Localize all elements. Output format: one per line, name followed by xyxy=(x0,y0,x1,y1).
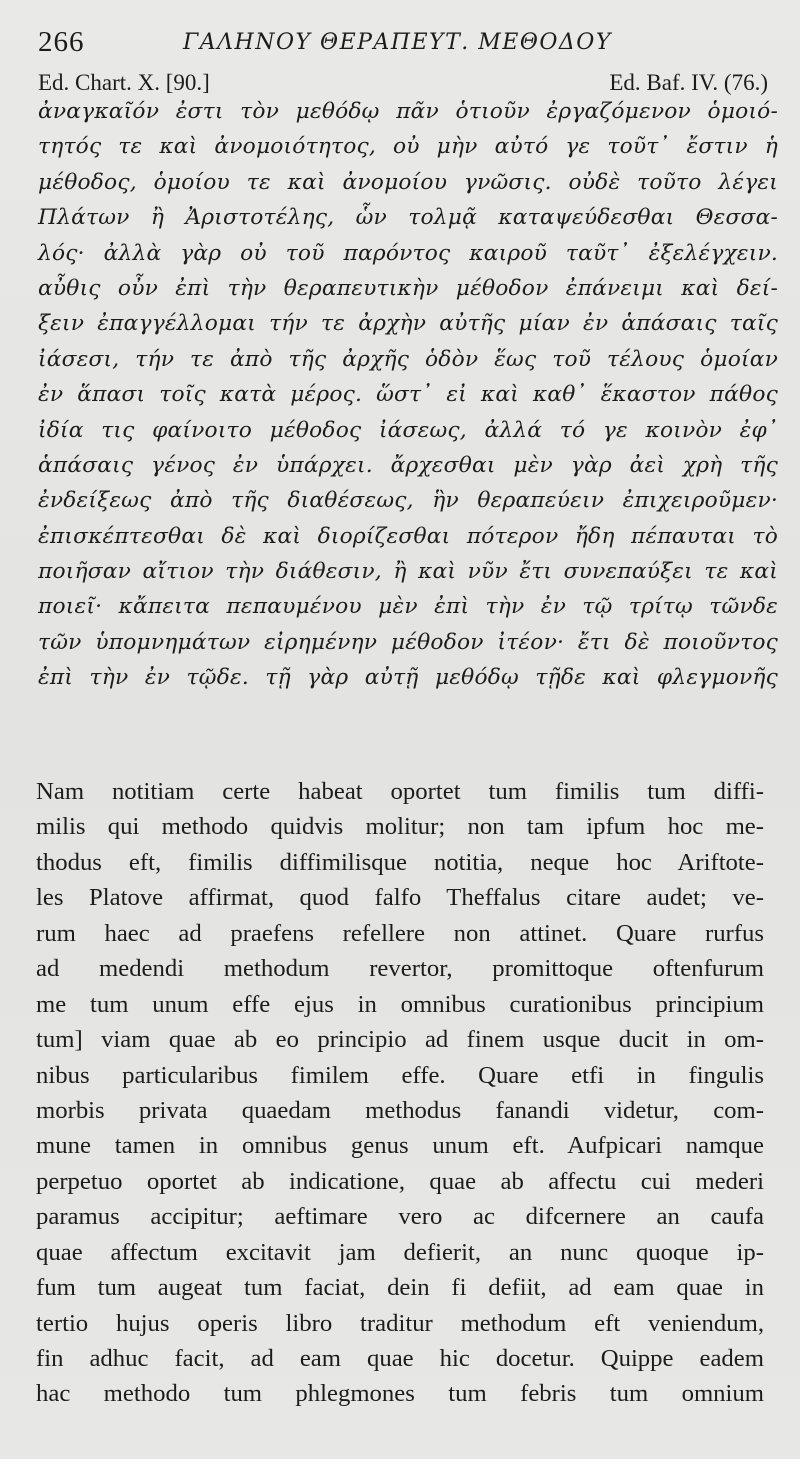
latin-line: rum haec ad praefens refellere non attinet. Quare rurfus xyxy=(36,919,764,947)
greek-text xyxy=(38,94,778,696)
running-title: ΓΑΛΗΝΟΥ ΘΕΡΑΠΕΥΤ. ΜΕΘΟΔΟΥ xyxy=(183,30,612,55)
latin-line: perpetuo oportet ab indicatione, quae ab affectu cui mederi xyxy=(36,1167,764,1195)
greek-line: ἐπισκέπτεσθαι δὲ καὶ διορίζεσθαι πότερον ἤδη πέπαυται τὸ xyxy=(38,523,778,549)
latin-line: me tum unum effe ejus in omnibus curationibus principium xyxy=(36,990,764,1018)
latin-line: mune tamen in omnibus genus unum eft. Aufpicari namque xyxy=(36,1132,764,1160)
edition-chartier: Ed. Chart. X. [90.] xyxy=(38,70,210,95)
latin-line: quae affectum excitavit jam defierit, an nunc quoque ip- xyxy=(36,1238,764,1266)
greek-line: αὖθις οὖν ἐπὶ τὴν θεραπευτικὴν μέθοδον ἐπάνειμι καὶ δεί- xyxy=(38,275,778,301)
latin-line: Nam notitiam certe habeat oportet tum fimilis tum diffi- xyxy=(36,778,764,805)
latin-line: les Platove affirmat, quod falfo Theffalus citare audet; ve- xyxy=(36,884,764,912)
greek-line: ἰδία τις φαίνοιτο μέθοδος ἰάσεως, ἀλλά τό γε κοινὸν ἐφ᾽ xyxy=(38,417,778,443)
greek-line: ἐνδείξεως ἀπὸ τῆς διαθέσεως, ἣν θεραπεύειν ἐπιχειροῦμεν· xyxy=(38,488,778,514)
latin-translation xyxy=(36,774,764,1412)
latin-line: hac methodo tum phlegmones tum febris tum omnium xyxy=(36,1380,764,1408)
running-head xyxy=(38,26,768,66)
greek-line: ξειν ἐπαγγέλλομαι τήν τε ἀρχὴν αὐτῆς μίαν ἐν ἁπάσαις ταῖς xyxy=(38,311,778,337)
latin-line: paramus accipitur; aeftimare vero ac difcernere an caufa xyxy=(36,1203,764,1231)
latin-line: tum] viam quae ab eo principio ad finem usque ducit in om- xyxy=(36,1026,764,1054)
latin-line: tertio hujus operis libro traditur methodum eft veniendum, xyxy=(36,1309,764,1337)
latin-line: ad medendi methodum revertor, promittoque oftenfurum xyxy=(36,955,764,983)
greek-line: ποιῆσαν αἴτιον τὴν διάθεσιν, ἢ καὶ νῦν ἔτι συνεπαύξει τε καὶ xyxy=(38,559,778,585)
latin-line: thodus eft, fimilis diffimilisque notitia, neque hoc Ariftote- xyxy=(36,848,764,876)
latin-line: nibus particularibus fimilem effe. Quare etfi in fingulis xyxy=(36,1061,764,1089)
greek-line: τῶν ὑπομνημάτων εἰρημένην μέθοδον ἰτέον· ἔτι δὲ ποιοῦντος xyxy=(38,629,778,655)
greek-line: μέθοδος, ὁμοίου τε καὶ ἀνομοίου γνῶσις. οὐδὲ τοῦτο λέγει xyxy=(38,169,778,195)
latin-line: morbis privata quaedam methodus fanandi videtur, com- xyxy=(36,1096,764,1124)
latin-line: fum tum augeat tum faciat, dein fi defiit, ad eam quae in xyxy=(36,1274,764,1302)
edition-basel: Ed. Baf. IV. (76.) xyxy=(609,70,768,95)
greek-line: λός· ἀλλὰ γὰρ οὐ τοῦ παρόντος καιροῦ ταῦτ᾽ ἐξελέγχειν. xyxy=(38,240,778,266)
greek-line: τητός τε καὶ ἀνομοιότητος, οὐ μὴν αὐτό γε τοῦτ᾽ ἔστιν ἡ xyxy=(38,134,778,160)
greek-line: ἐπὶ τὴν ἐν τῷδε. τῇ γὰρ αὐτῇ μεθόδῳ τῇδε καὶ φλεγμονῆς xyxy=(38,665,778,691)
latin-line: fin adhuc facit, ad eam quae hic docetur. Quippe eadem xyxy=(36,1345,764,1372)
greek-line: ἁπάσαις γένος ἐν ὑπάρχει. ἄρχεσθαι μὲν γὰρ ἀεὶ χρὴ τῆς xyxy=(38,452,778,478)
greek-line: ποιεῖ· κἄπειτα πεπαυμένου μὲν ἐπὶ τὴν ἐν τῷ τρίτῳ τῶνδε xyxy=(38,594,778,620)
latin-line: milis qui methodo quidvis molitur; non tam ipfum hoc me- xyxy=(36,813,764,841)
greek-line: ἰάσεσι, τήν τε ἀπὸ τῆς ἀρχῆς ὁδὸν ἕως τοῦ τέλους ὁμοίαν xyxy=(38,346,778,372)
greek-line: ἀναγκαῖόν ἐστι τὸν μεθόδῳ πᾶν ὁτιοῦν ἐργαζόμενον ὁμοιό- xyxy=(38,99,778,124)
greek-line: Πλάτων ἢ Ἀριστοτέλης, ὧν τολμᾷ καταψεύδεσθαι Θεσσα- xyxy=(38,205,778,231)
greek-line: ἐν ἅπασι τοῖς κατὰ μέρος. ὥστ᾽ εἰ καὶ καθ᾽ ἕκαστον πάθος xyxy=(38,382,778,408)
page-number: 266 xyxy=(38,26,85,58)
